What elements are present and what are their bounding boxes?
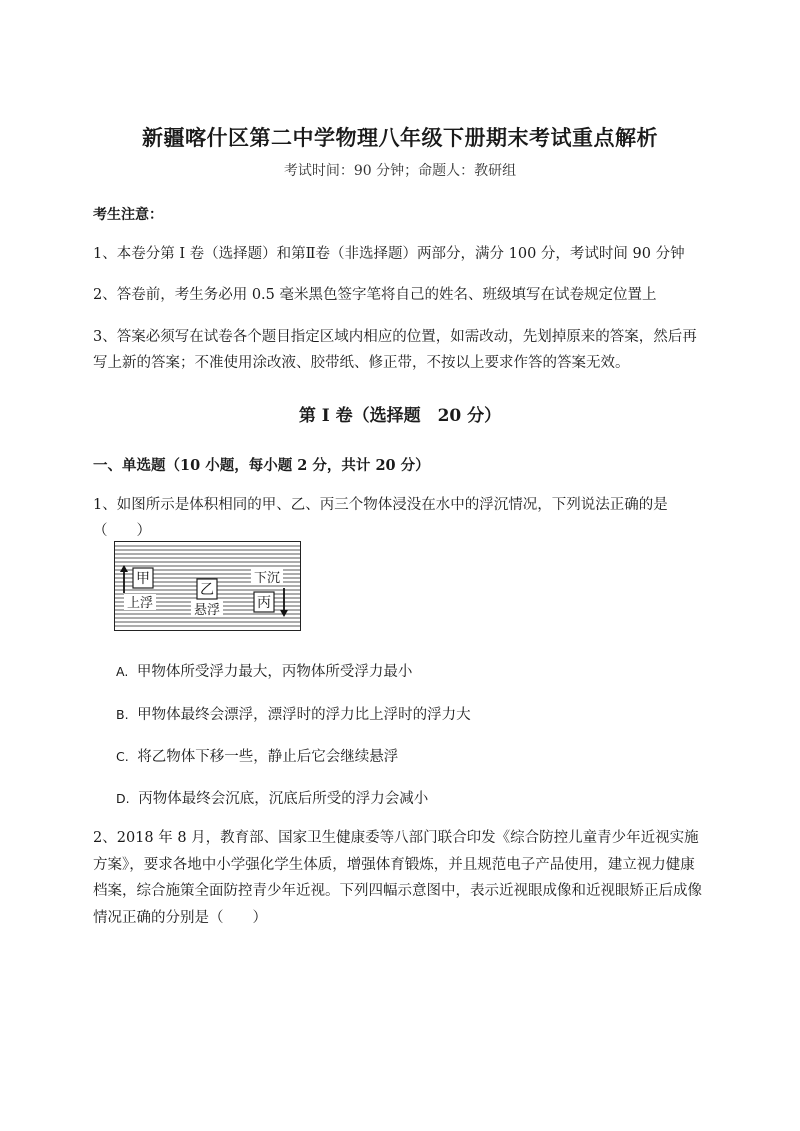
part-heading: 一、单选题（10 小题，每小题 2 分，共计 20 分） — [93, 457, 430, 474]
object-yi — [197, 579, 217, 599]
option-letter: B. — [116, 707, 129, 722]
question-1-option-d — [116, 787, 428, 808]
label-sink: 下沉 — [253, 571, 281, 586]
exam-subtitle: 考试时间：90 分钟；命题人：教研组 — [283, 163, 517, 179]
question-1-stem: 1、如图所示是体积相同的甲、乙、丙三个物体浸没在水中的浮沉情况，下列说法正确的是（ ） — [93, 497, 668, 539]
section-title: 第 I 卷（选择题 20 分） — [298, 406, 502, 426]
question-1-option-b — [116, 703, 471, 724]
question-2-stem: 2、2018 年 8 月，教育部、国家卫生健康委等八部门联合印发《综合防控儿童青少年近视实施方案》，要求各地中小学强化学生体质，增强体育锻炼，并且规范电子产品使用，建立视力健康档案，综合施策全面防控青少年近视。下列四幅示意图中，表示近视眼成像和近视眼矫正后成像情况正确的分别是（ ） — [93, 830, 702, 926]
option-letter: D. — [116, 791, 130, 806]
notice-item-3: 3、答案必须写在试卷各个题目指定区域内相应的位置，如需改动，先划掉原来的答案，然后再写上新的答案；不准使用涂改液、胶带纸、修正带，不按以上要求作答的答案无效。 — [93, 329, 697, 371]
down-arrow-icon — [280, 588, 288, 617]
object-jia-label: 甲 — [136, 571, 150, 587]
up-arrow-icon — [120, 565, 128, 593]
option-text: 丙物体最终会沉底，沉底后所受的浮力会减小 — [138, 791, 429, 807]
object-bing — [254, 592, 274, 612]
exam-title: 新疆喀什区第二中学物理八年级下册期末考试重点解析 — [142, 125, 658, 150]
object-bing-label: 丙 — [257, 595, 271, 611]
label-suspend: 悬浮 — [193, 603, 221, 618]
option-text: 将乙物体下移一些，静止后它会继续悬浮 — [137, 749, 399, 765]
question-1-option-c — [116, 745, 398, 766]
option-letter: C. — [116, 749, 129, 764]
notice-heading: 考生注意： — [93, 207, 163, 223]
object-jia — [133, 568, 153, 588]
option-letter: A. — [116, 664, 129, 679]
option-text: 甲物体最终会漂浮，漂浮时的浮力比上浮时的浮力大 — [137, 707, 471, 723]
option-text: 甲物体所受浮力最大，丙物体所受浮力最小 — [136, 664, 413, 680]
object-yi-label: 乙 — [200, 582, 214, 598]
question-1-option-a — [116, 660, 412, 681]
buoyancy-figure — [114, 541, 301, 631]
notice-item-2: 2、答卷前，考生务必用 0.5 毫米黑色签字笔将自己的姓名、班级填写在试卷规定位置上 — [93, 287, 657, 303]
label-float-up: 上浮 — [126, 596, 154, 611]
notice-item-1: 1、本卷分第 I 卷（选择题）和第Ⅱ卷（非选择题）两部分，满分 100 分，考试时间 90 分钟 — [93, 246, 685, 262]
